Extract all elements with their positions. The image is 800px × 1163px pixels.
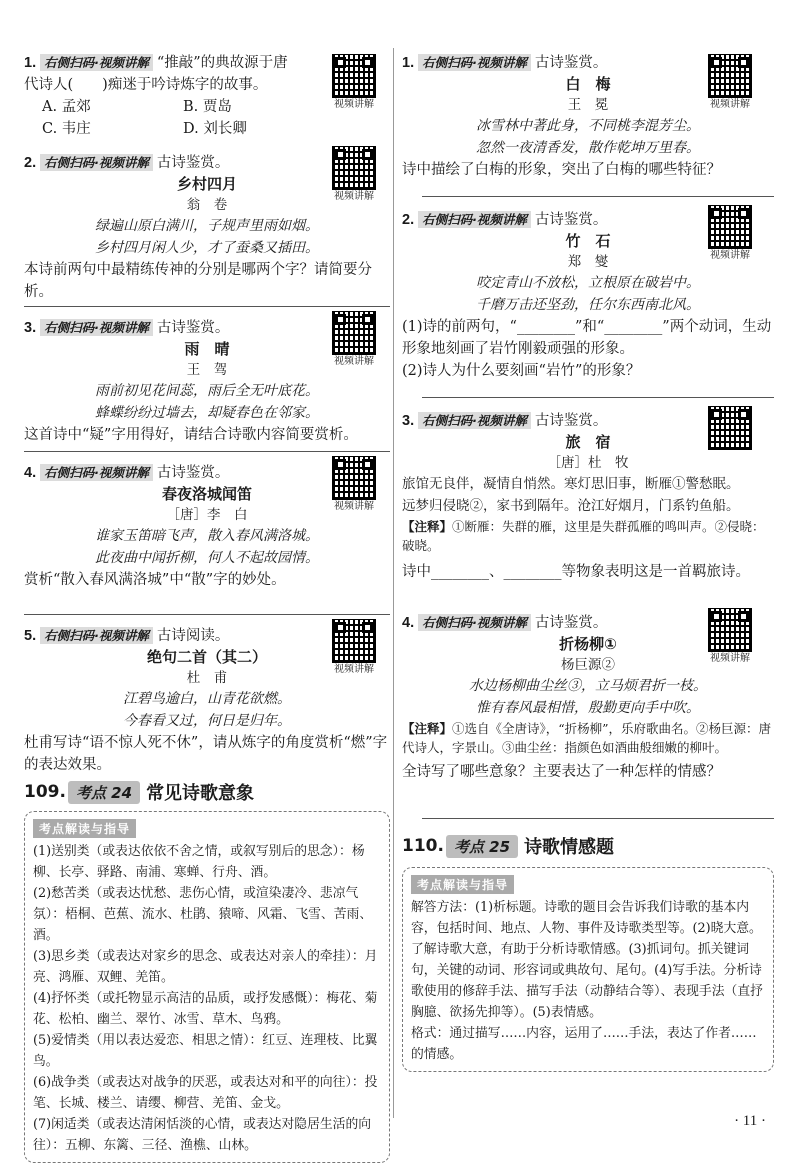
question-number: 1. (24, 55, 37, 71)
poem-line: 惟有春风最相惜，殷勤更向手中吹。 (476, 700, 700, 716)
option-c[interactable]: C. 韦庄 (42, 121, 91, 137)
question-number: 3. (402, 413, 415, 429)
page-number: · 11 · (734, 1113, 766, 1129)
section-109-header (24, 779, 390, 805)
poem-line: 此夜曲中闻折柳，何人不起故园情。 (95, 550, 319, 566)
question-text: 本诗前两句中最精练传神的分别是哪两个字？请简要分析。 (24, 262, 372, 300)
question-text: “推敲”的典故源于唐 (156, 55, 288, 71)
question-intro: 古诗鉴赏。 (156, 465, 230, 481)
left-question-5 (24, 625, 390, 777)
scan-tag: 右侧扫码·视频讲解 (418, 54, 531, 71)
question-number: 4. (24, 465, 37, 481)
section-title: 常见诗歌意象 (146, 783, 255, 804)
scan-tag: 右侧扫码·视频讲解 (418, 614, 531, 631)
option-b[interactable]: B. 贾岛 (183, 99, 232, 115)
qr-code[interactable] (332, 54, 376, 111)
poem-line: 忽然一夜清香发，散作乾坤万里春。 (476, 140, 700, 156)
poem-line: 绿遍山原白满川，子规声里雨如烟。 (95, 218, 319, 234)
answer-line (422, 397, 774, 398)
note-text: ①断雁：失群的雁，这里是失群孤雁的鸣叫声。②侵晓：破晓。 (402, 519, 765, 553)
question-intro: 古诗鉴赏。 (534, 413, 608, 429)
left-column (24, 52, 390, 1163)
right-question-3 (402, 410, 774, 612)
section-title: 诗歌情感题 (524, 837, 615, 858)
poem-line: 今春看又过，何日是归年。 (123, 713, 291, 729)
format-text: 格式：通过描写……内容，运用了……手法，表达了作者……的情感。 (411, 1026, 757, 1062)
poem-author: 杨巨源② (561, 657, 615, 673)
poem-author: ［唐］杜 牧 (547, 455, 629, 471)
qr-code[interactable] (332, 619, 376, 676)
right-question-2 (402, 209, 774, 389)
qr-code[interactable] (708, 205, 752, 262)
guide-label: 考点解读与指导 (411, 875, 514, 894)
poem-title: 乡村四月 (176, 175, 237, 193)
note-label: 【注释】 (402, 519, 453, 534)
kaodian-badge: 考点 24 (68, 781, 140, 804)
question-number: 4. (402, 615, 415, 631)
poem-title: 白 梅 (565, 75, 611, 93)
poem-title: 旅 宿 (565, 433, 611, 451)
scan-tag: 右侧扫码·视频讲解 (40, 627, 153, 644)
qr-code-icon (708, 205, 752, 249)
answer-line (24, 306, 390, 307)
poem-line: 乡村四月闲人少，才了蚕桑又插田。 (95, 240, 319, 256)
qr-code-icon (332, 311, 376, 355)
qr-code[interactable] (332, 311, 376, 368)
right-question-1 (402, 52, 774, 192)
qr-code[interactable] (708, 54, 752, 111)
section-109-box (24, 811, 390, 1163)
qr-code-icon (332, 146, 376, 190)
poem-line: 冰雪林中著此身，不同桃李混芳尘。 (476, 118, 700, 134)
note-text: ①选自《全唐诗》，“折杨柳”，乐府歌曲名。②杨巨源：唐代诗人，字景山。③曲尘丝：指颜色如酒曲般细嫩的柳叶。 (402, 721, 772, 755)
scan-tag: 右侧扫码·视频讲解 (40, 319, 153, 336)
qr-caption: 视频讲解 (710, 653, 750, 664)
right-column (402, 52, 774, 1072)
poem-line: 江碧鸟逾白，山青花欲燃。 (123, 691, 291, 707)
poem-title: 竹 石 (565, 232, 611, 250)
question-text: 赏析“散入春风满洛城”中“散”字的妙处。 (24, 572, 286, 588)
section-110-header (402, 833, 774, 859)
question-number: 1. (402, 55, 415, 71)
question-text: 这首诗中“疑”字用得好，请结合诗歌内容简要赏析。 (24, 427, 358, 443)
question-number: 2. (402, 212, 415, 228)
scan-tag: 右侧扫码·视频讲解 (40, 54, 153, 71)
answer-line (24, 614, 390, 615)
scan-tag: 右侧扫码·视频讲解 (418, 211, 531, 228)
qr-code-icon (708, 406, 752, 450)
question-text: 诗中描绘了白梅的形象，突出了白梅的哪些特征？ (402, 162, 721, 178)
poem-line: 旅馆无良伴，凝情自悄然。寒灯思旧事，断雁①警愁眠。 (402, 476, 740, 492)
poem-line: 蜂蝶纷纷过墙去，却疑春色在邻家。 (95, 405, 319, 421)
right-question-4 (402, 612, 774, 806)
sub-question-2: (2)诗人为什么要刻画“岩竹”的形象？ (402, 363, 641, 379)
qr-code[interactable] (332, 456, 376, 513)
question-text: 诗中________、________等物象表明这是一首羁旅诗。 (402, 564, 750, 580)
qr-caption: 视频讲解 (334, 356, 374, 367)
poem-author: ［唐］李 白 (166, 507, 248, 523)
scan-tag: 右侧扫码·视频讲解 (40, 154, 153, 171)
answer-line (422, 818, 774, 819)
qr-caption: 视频讲解 (334, 99, 374, 110)
section-number: 110. (402, 836, 444, 856)
poem-title: 绝句二首（其二） (146, 648, 267, 666)
question-intro: 古诗鉴赏。 (156, 155, 230, 171)
poem-line: 雨前初见花间蕊，雨后全无叶底花。 (95, 383, 319, 399)
imagery-item: (1)送别类（或表达依依不舍之情，或叙写别后的思念）：杨柳、长亭、驿路、南浦、寒蝉、行舟、酒。 (33, 844, 365, 880)
left-question-4 (24, 462, 390, 592)
left-question-2 (24, 152, 390, 304)
poem-author: 郑 燮 (567, 254, 609, 270)
section-number: 109. (24, 782, 66, 802)
left-question-1 (24, 52, 390, 152)
question-intro: 古诗鉴赏。 (534, 615, 608, 631)
question-text: 杜甫写诗“语不惊人死不休”，请从炼字的角度赏析“燃”字的表达效果。 (24, 735, 388, 773)
left-question-3 (24, 317, 390, 445)
method-text: 解答方法：(1)析标题。诗歌的题目会告诉我们诗歌的基本内容，包括时间、地点、人物、事件及诗歌类型等。(2)晓大意。了解诗歌大意，有助于分析诗歌情感。(3)抓词句。抓关键词句，关键的动词、形容词或典故句、尾句。(4)写手法。分析诗歌使用的修辞手法、描写手法（动静结合等）、表现手法（直抒胸臆、欲扬先抑等）。(5)表情感。 (411, 900, 763, 1020)
question-number: 5. (24, 628, 37, 644)
answer-line (24, 451, 390, 452)
qr-code-icon (708, 54, 752, 98)
poem-author: 王 冕 (567, 97, 609, 113)
imagery-item: (6)战争类（或表达对战争的厌恶，或表达对和平的向往）：投笔、长城、楼兰、请缨、柳营、羌笛、金戈。 (33, 1075, 378, 1111)
imagery-item: (7)闲适类（或表达清闲恬淡的心情，或表达对隐居生活的向往）：五柳、东篱、三径、渔樵、山林。 (33, 1117, 372, 1153)
guide-label: 考点解读与指导 (33, 819, 136, 838)
option-a[interactable]: A. 孟郊 (42, 99, 91, 115)
qr-code[interactable] (332, 146, 376, 203)
sub-question-1: (1)诗的前两句，“________”和“________”两个动词，生动形象地刻画了岩竹刚毅顽强的形象。 (402, 319, 772, 357)
question-intro: 古诗鉴赏。 (534, 212, 608, 228)
scan-tag: 右侧扫码·视频讲解 (40, 464, 153, 481)
poem-author: 杜 甫 (186, 670, 228, 686)
qr-code[interactable] (708, 406, 752, 450)
qr-caption: 视频讲解 (710, 250, 750, 261)
question-intro: 古诗阅读。 (156, 628, 230, 644)
question-text-cont: 代诗人( )痴迷于吟诗炼字的故事。 (24, 77, 268, 93)
column-divider (393, 48, 394, 1118)
qr-caption: 视频讲解 (334, 191, 374, 202)
poem-author: 翁 卷 (186, 197, 228, 213)
poem-line: 咬定青山不放松，立根原在破岩中。 (476, 275, 700, 291)
qr-code-icon (708, 608, 752, 652)
question-text: 全诗写了哪些意象？主要表达了一种怎样的情感？ (402, 764, 721, 780)
poem-line: 远梦归侵晓②，家书到隔年。沧江好烟月，门系钓鱼船。 (402, 498, 740, 514)
question-intro: 古诗鉴赏。 (156, 320, 230, 336)
qr-caption: 视频讲解 (334, 664, 374, 675)
poem-line: 水边杨柳曲尘丝③，立马烦君折一枝。 (469, 678, 707, 694)
qr-code-icon (332, 54, 376, 98)
question-number: 3. (24, 320, 37, 336)
poem-title: 春夜洛城闻笛 (161, 485, 252, 503)
poem-title: 雨 晴 (184, 340, 230, 358)
qr-code-icon (332, 456, 376, 500)
note-label: 【注释】 (402, 721, 453, 736)
qr-code-icon (332, 619, 376, 663)
question-number: 2. (24, 155, 37, 171)
imagery-item: (5)爱情类（用以表达爱恋、相思之情）：红豆、连理枝、比翼鸟。 (33, 1033, 378, 1069)
poem-title: 折杨柳① (559, 635, 617, 653)
qr-code[interactable] (708, 608, 752, 665)
imagery-item: (4)抒怀类（或托物显示高洁的品质，或抒发感慨）：梅花、菊花、松柏、幽兰、翠竹、冰雪、草木、鸟鸦。 (33, 991, 378, 1027)
poem-line: 谁家玉笛暗飞声，散入春风满洛城。 (95, 528, 319, 544)
kaodian-badge: 考点 25 (446, 835, 518, 858)
question-intro: 古诗鉴赏。 (534, 55, 608, 71)
qr-caption: 视频讲解 (710, 99, 750, 110)
scan-tag: 右侧扫码·视频讲解 (418, 412, 531, 429)
poem-line: 千磨万击还坚劲，任尔东西南北风。 (476, 297, 700, 313)
option-d[interactable]: D. 刘长卿 (183, 121, 247, 137)
imagery-item: (2)愁苦类（或表达忧愁、悲伤心情，或渲染凄冷、悲凉气氛）：梧桐、芭蕉、流水、杜鹃、猿啼、风霜、飞雪、苦雨、酒。 (33, 886, 373, 943)
section-110-box (402, 867, 774, 1072)
imagery-item: (3)思乡类（或表达对家乡的思念、或表达对亲人的牵挂）：月亮、鸿雁、双鲤、羌笛。 (33, 949, 378, 985)
poem-author: 王 驾 (186, 362, 228, 378)
options (24, 96, 324, 140)
answer-line (422, 196, 774, 197)
qr-caption: 视频讲解 (334, 501, 374, 512)
